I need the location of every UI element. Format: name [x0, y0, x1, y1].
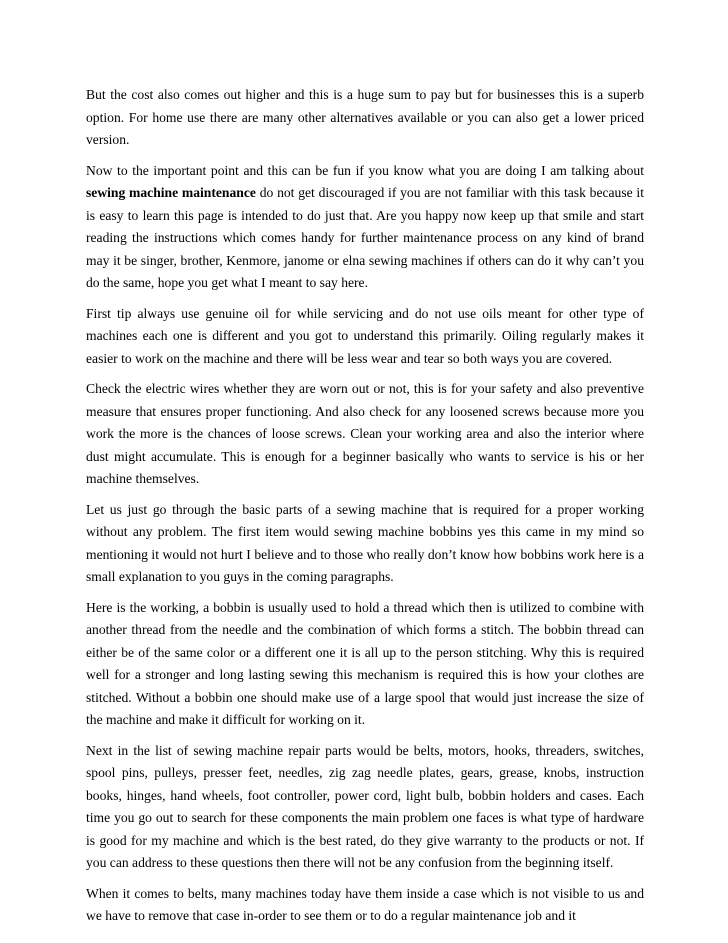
paragraph-bobbin-working: Here is the working, a bobbin is usually used to hold a thread which then is utilized to combine with another thread from the needle and the combination of which forms a stitch. The bobbin thread can either be of the same color or a different one it is all up to the person stitching. Why this is required well for a stronger and long lasting sewing this mechanism is required this is how your clothes are stitched. Without a bobbin one should make use of a large spool that would just increase the size of the machine and make it difficult for working on it.: [86, 599, 644, 727]
paragraph-belts: When it comes to belts, many machines today have them inside a case which is not visible to us and we have to remove that case in-order to see them or to do a regular maintenance job and it: [86, 885, 644, 923]
paragraph-text: Now to the important point and this can be fun if you know what you are doing I am talking about: [86, 162, 644, 178]
paragraph-maintenance-intro: [86, 160, 644, 295]
paragraph-cost: But the cost also comes out higher and this is a huge sum to pay but for businesses this is a superb option. For home use there are many other alternatives available or you can also get a lower priced version.: [86, 87, 644, 147]
paragraph-electric-wires: Check the electric wires whether they are worn out or not, this is for your safety and also preventive measure that ensures proper functioning. And also check for any loosened screws because more you work the more is the chances of loose screws. Clean your working area and also the interior where dust might accumulate. This is enough for a beginner basically who wants to service is his or her machine themselves.: [86, 381, 644, 486]
paragraph-oil-tip: First tip always use genuine oil for while servicing and do not use oils meant for other type of machines each one is different and you got to understand this primarily. Oiling regularly makes it easier to work on the machine and there will be less wear and tear so both ways you are covered.: [86, 305, 644, 366]
paragraph-text: do not get discouraged if you are not familiar with this task because it is easy to learn this page is intended to do just that. Are you happy now keep up that smile and start reading the instructions which comes handy for further maintenance process on any kind of brand may it be singer, brother, Kenmore, janome or elna sewing machines if others can do it why can’t you do the same, hope you get what I meant to say here.: [86, 185, 644, 290]
paragraph-repair-parts: Next in the list of sewing machine repair parts would be belts, motors, hooks, threaders, switches, spool pins, pulleys, presser feet, needles, zig zag needle plates, gears, grease, knobs, instruction books, hinges, hand wheels, foot controller, power cord, light bulb, bobbin holders and cases. Each time you go out to search for these components the main problem one faces is what type of hardware is good for my machine and which is the best rated, do they give warranty to the products or not. If you can address to these questions then there will not be any confusion from the beginning itself.: [86, 742, 644, 870]
document-body: [86, 84, 644, 936]
paragraph-basic-parts: Let us just go through the basic parts of a sewing machine that is required for a proper working without any problem. The first item would sewing machine bobbins yes this came in my mind so mentioning it would not hurt I believe and to those who really don’t know how bobbins work here is a small explanation to you guys in the coming paragraphs.: [86, 501, 644, 584]
bold-keyword: sewing machine maintenance: [86, 185, 256, 200]
